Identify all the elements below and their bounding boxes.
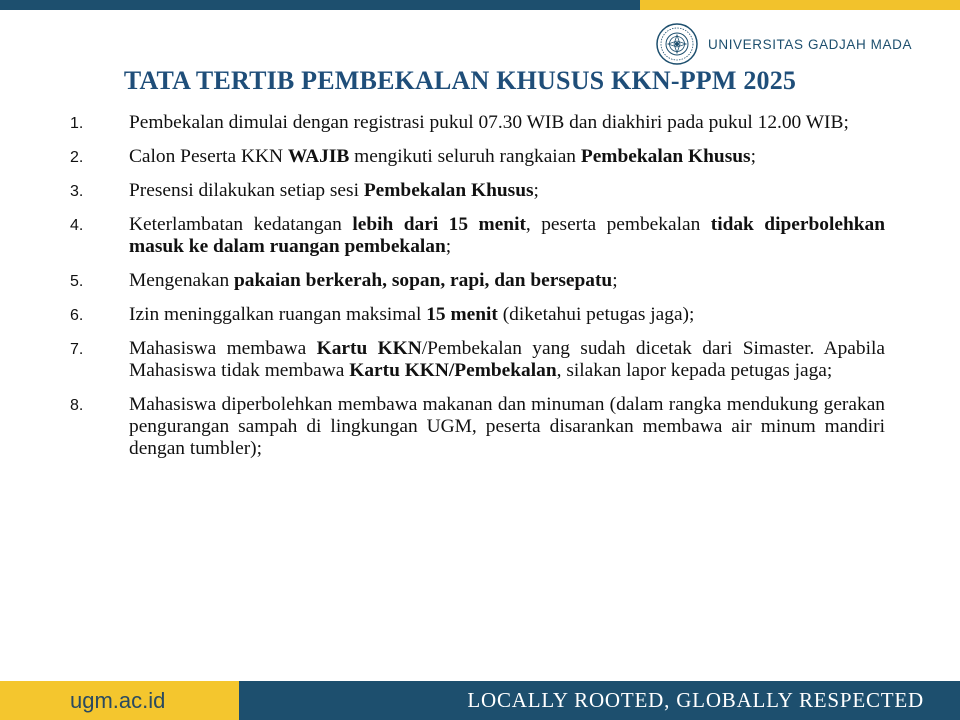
top-accent-bar-gold [640,0,960,10]
rule-text-segment: ; [612,270,618,291]
rule-number: 3. [70,183,84,200]
rule-text-segment: Mahasiswa membawa [129,338,317,359]
rule-text-segment: , peserta pembekalan [525,214,711,235]
rule-text-segment: Mahasiswa diperbolehkan membawa makanan dan minuman (dalam rangka mendukung gerakan pengurangan sampah di lingkungan UGM, peserta disarankan membawa air minum mandiri dengan tumbler); [129,394,885,459]
rule-text-segment: Presensi dilakukan setiap sesi [129,180,364,201]
university-logo [656,23,912,65]
rule-number: 7. [70,341,84,358]
rule-text-segment: ; [445,236,452,257]
rule-number: 8. [70,397,84,414]
rule-text-segment: Izin meninggalkan ruangan maksimal [129,304,427,325]
rule-text-segment: , silakan lapor kepada petugas jaga; [556,360,833,381]
ugm-seal-icon [656,23,698,65]
rule-text-emphasis: Kartu KKN/Pembekalan [349,360,557,381]
rules-list [70,112,885,472]
rule-item [70,304,885,326]
rule-text-segment: mengikuti seluruh rangkaian [349,146,581,167]
rule-text-segment: Keterlambatan kedatangan [129,214,353,235]
rule-text-segment: /Pembekalan yang sudah dicetak dari Simaster. Apabila Mahasiswa tidak membawa [129,338,885,381]
footer-tagline-panel [239,681,960,720]
university-name: UNIVERSITAS GADJAH MADA [708,36,913,52]
rule-item [70,394,885,460]
footer-website: ugm.ac.id [70,687,166,713]
rule-number: 4. [70,217,84,234]
rule-item [70,214,885,258]
rule-text-emphasis: Pembekalan Khusus [580,146,751,167]
rule-text [129,270,885,292]
rule-text-emphasis: WAJIB [287,146,350,167]
rule-item [70,270,885,292]
rule-text-emphasis: pakaian berkerah, sopan, rapi, dan bersepatu [234,270,613,291]
page-title: TATA TERTIB PEMBEKALAN KHUSUS KKN-PPM 2025 [123,66,797,95]
rule-text-emphasis: tidak diperbolehkan masuk ke dalam ruangan pembekalan [129,214,885,257]
rule-text [129,180,885,202]
rule-text [129,214,885,258]
rule-item [70,146,885,168]
rule-item [70,338,885,382]
rule-number: 1. [70,115,84,132]
rule-text [129,338,885,382]
rule-text-emphasis: lebih dari 15 menit [352,214,526,235]
rule-text-emphasis: Pembekalan Khusus [363,180,534,201]
rule-text [129,112,885,134]
rule-text [129,394,885,460]
rule-text-segment: ; [750,146,756,167]
rule-number: 2. [70,149,84,166]
rule-text-segment: Mengenakan [129,270,234,291]
rule-text [129,304,885,326]
rule-text-segment: ; [533,180,539,201]
rule-text-segment: (diketahui petugas jaga); [497,304,695,325]
rule-item [70,112,885,134]
top-accent-bar-blue [0,0,640,10]
footer-tagline: LOCALLY ROOTED, GLOBALLY RESPECTED [467,688,924,712]
rule-text-emphasis: Kartu KKN [316,338,422,359]
rule-item [70,180,885,202]
rule-number: 6. [70,307,84,324]
footer-website-panel [0,681,239,720]
rule-number: 5. [70,273,84,290]
rule-text-segment: Pembekalan dimulai dengan registrasi pukul 07.30 WIB dan diakhiri pada pukul 12.00 WIB; [129,112,849,133]
rule-text-segment: Calon Peserta KKN [129,146,288,167]
rule-text-emphasis: 15 menit [426,304,498,325]
rule-text [129,146,885,168]
